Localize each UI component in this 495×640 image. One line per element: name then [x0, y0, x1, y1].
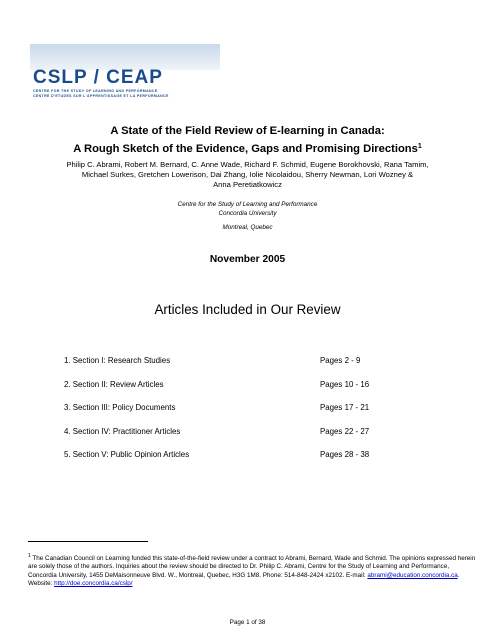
author-line-2: Michael Surkes, Gretchen Lowerison, Dai Zhang, Iolie Nicolaidou, Sherry Newman, Lori Wozney & [81, 170, 414, 179]
document-title-line-1: A State of the Field Review of E-learning in Canada: [110, 125, 385, 137]
affiliation-location: Montreal, Quebec [222, 224, 273, 231]
email-link[interactable]: abrami@education.concordia.ca [367, 571, 458, 579]
affiliation-centre: Centre for the Study of Learning and Performance [177, 201, 318, 208]
website-link[interactable]: http://doe.concordia.ca/cslp/ [54, 580, 133, 588]
toc-item-label: 5. Section V: Public Opinion Articles [64, 450, 190, 459]
footnote-text-2: . Website: [28, 571, 460, 588]
page-number: Page 1 of 38 [229, 619, 266, 626]
logo-subtitle-en: CENTRE FOR THE STUDY OF LEARNING AND PERFORMANCE [33, 89, 158, 93]
affiliation-university: Concordia University [218, 210, 277, 217]
toc-item-pages: Pages 28 - 38 [320, 450, 370, 459]
logo-subtitle-fr: CENTRE D'ETUDES SUR L'APPRENTISSAGE ET LA PERFORMANCE [33, 93, 169, 98]
author-line-1: Philip C. Abrami, Robert M. Bernard, C. Anne Wade, Richard F. Schmid, Eugene Borokhovski, Rana Tamim, [66, 160, 429, 169]
footnote-text: The Canadian Council on Learning funded this state-of-the-field review under a contract to Abrami, Bernard, Wade and Schmid. The opinions expressed herein are solely those of the authors. Inquiries about the review should be directed to Dr. Philip C. Abrami, Centre for the Study of Learning and Performance, Concordia University, 1455 DeMaisonneuve Blvd. W., Montreal, Quebec, H3G 1M8. Phone: 514-848-2424 x2102. E-mail: [28, 555, 476, 579]
section-heading: Articles Included in Our Review [154, 302, 341, 317]
toc-item-pages: Pages 2 - 9 [320, 356, 361, 365]
footnote-marker: 1 [28, 553, 31, 559]
toc-item[interactable] [64, 380, 484, 391]
toc-item-label: 4. Section IV: Practitioner Articles [64, 427, 181, 436]
document-title-line-2 [0, 143, 495, 155]
toc-item-label: 2. Section II: Review Articles [64, 380, 164, 389]
toc-item[interactable] [64, 450, 484, 461]
title-text: A Rough Sketch of the Evidence, Gaps and Promising Directions [73, 143, 418, 155]
toc-item-pages: Pages 17 - 21 [320, 403, 370, 412]
toc-item-label: 3. Section III: Policy Documents [64, 403, 176, 412]
toc-item[interactable] [64, 403, 484, 414]
title-footnote-marker[interactable]: 1 [417, 143, 422, 150]
author-line-3: Anna Peretiatkowicz [213, 180, 282, 189]
cslp-logo [30, 44, 230, 102]
footnote-divider [28, 541, 148, 542]
logo-text: CSLP / CEAP [33, 67, 163, 88]
toc-item[interactable] [64, 427, 484, 438]
publication-date: November 2005 [209, 254, 286, 265]
author-list [14, 160, 481, 190]
toc-item-label: 1. Section I: Research Studies [64, 356, 171, 365]
footnote [28, 552, 478, 589]
toc-item-pages: Pages 22 - 27 [320, 427, 370, 436]
toc-item-pages: Pages 10 - 16 [320, 380, 370, 389]
toc-item[interactable] [64, 356, 484, 367]
